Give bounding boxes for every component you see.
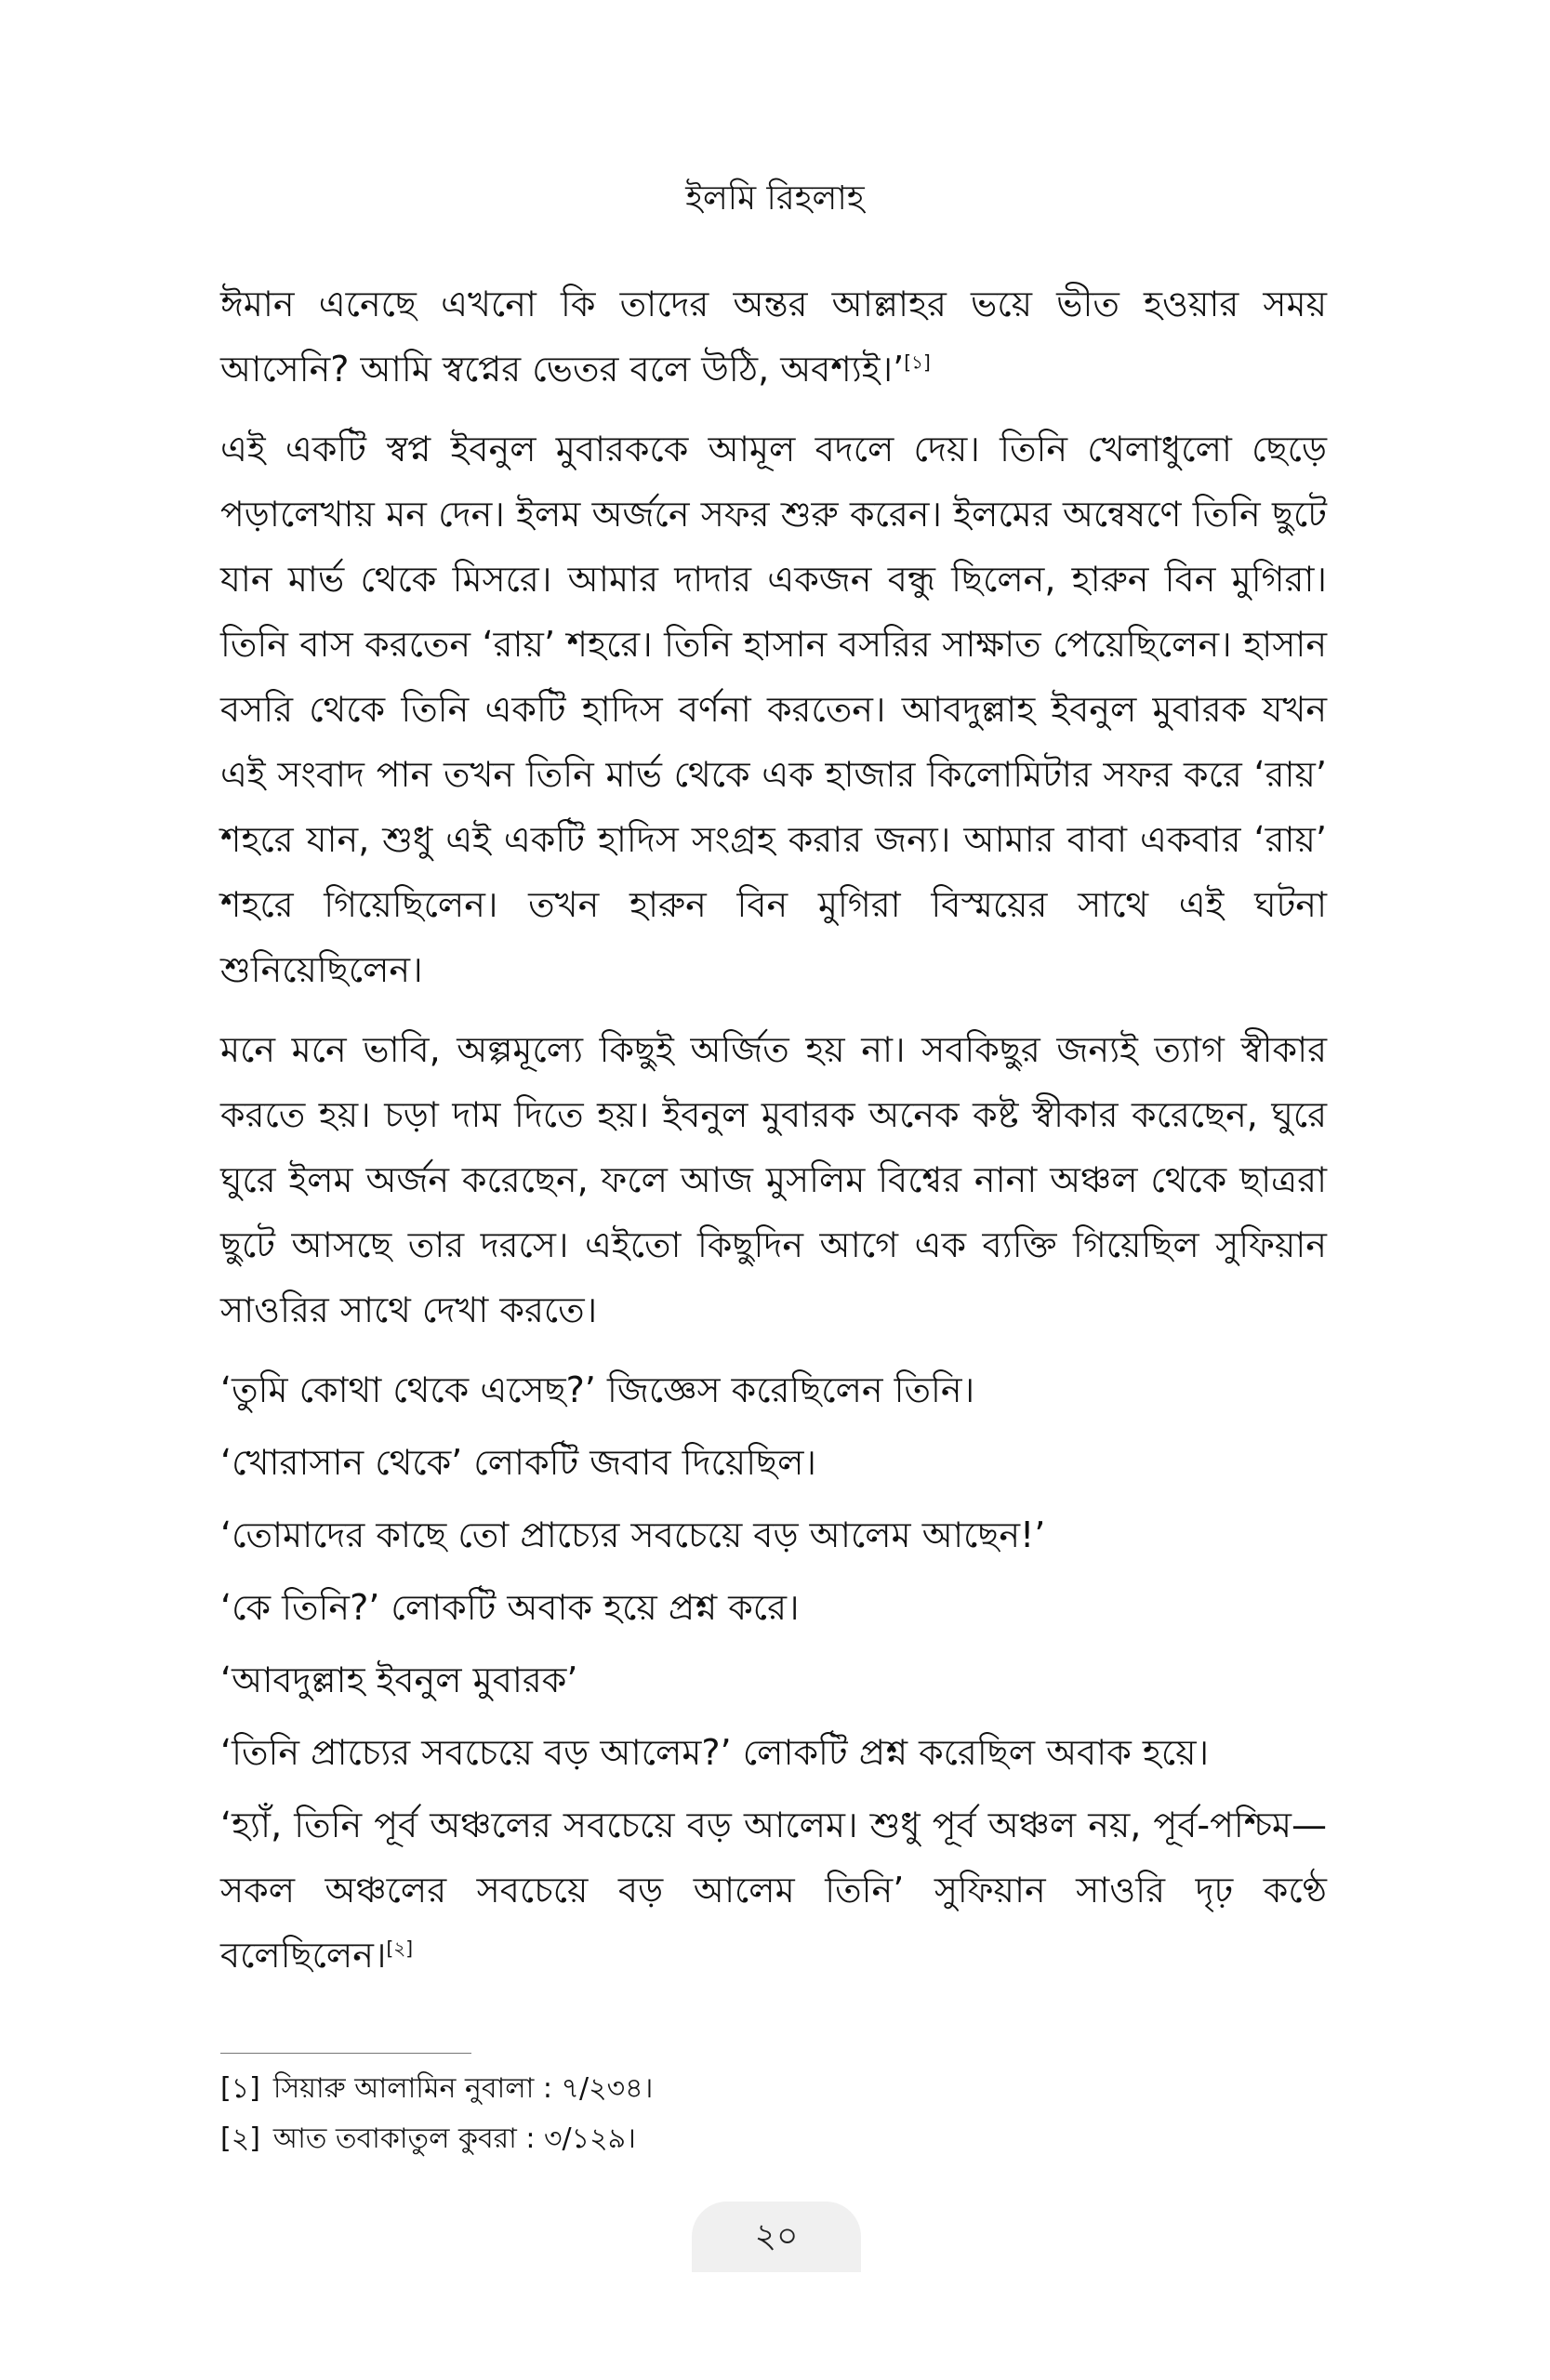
footnote: [220, 2114, 1327, 2164]
footnote-text: সিয়ারু আলামিন নুবালা : ৭/২৩৪।: [272, 2072, 654, 2105]
paragraph: এই একটি স্বপ্ন ইবনুল মুবারককে আমূল বদলে দেয়। তিনি খেলাধুলো ছেড়ে পড়ালেখায় মন দেন। ইলম অর্জনে সফর শুরু করেন। ইলমের অন্বেষণে তিনি ছুটে যান মার্ভ থেকে মিসরে। আমার দাদার একজন বন্ধু ছিলেন, হারুন বিন মুগিরা। তিনি বাস করতেন ‘রায়’ শহরে। তিনি হাসান বসরির সাক্ষাত পেয়েছিলেন। হাসান বসরি থেকে তিনি একটি হাদিস বর্ণনা করতেন। আবদুল্লাহ ইবনুল মুবারক যখন এই সংবাদ পান তখন তিনি মার্ভ থেকে এক হাজার কিলোমিটার সফর করে ‘রায়’ শহরে যান, শুধু এই একটি হাদিস সংগ্রহ করার জন্য। আমার বাবা একবার ‘রায়’ শহরে গিয়েছিলেন। তখন হারুন বিন মুগিরা বিস্ময়ের সাথে এই ঘটনা শুনিয়েছিলেন।: [220, 429, 1327, 990]
paragraph: মনে মনে ভাবি, অল্পমূল্যে কিছুই অর্জিত হয় না। সবকিছুর জন্যই ত্যাগ স্বীকার করতে হয়। চড়া দাম দিতে হয়। ইবনুল মুবারক অনেক কষ্ট স্বীকার করেছেন, ঘুরে ঘুরে ইলম অর্জন করেছেন, ফলে আজ মুসলিম বিশ্বের নানা অঞ্চল থেকে ছাত্ররা ছুটে আসছে তার দরসে। এইতো কিছুদিন আগে এক ব্যক্তি গিয়েছিল সুফিয়ান সাওরির সাথে দেখা করতে।: [220, 1029, 1327, 1330]
footnote-text: আত তবাকাতুল কুবরা : ৩/১২৯।: [272, 2122, 636, 2155]
dialogue-line: ‘আবদুল্লাহ ইবনুল মুবারক’: [220, 1659, 578, 1700]
dialogue-line: ‘তুমি কোথা থেকে এসেছ?’ জিজ্ঞেস করেছিলেন তিনি।: [220, 1369, 975, 1410]
paragraph: [220, 1792, 1327, 1988]
body-text: [220, 271, 1327, 2003]
dialogue-line: ‘তোমাদের কাছে তো প্রাচ্যের সবচেয়ে বড় আলেম আছেন!’: [220, 1514, 1046, 1555]
dialogue-line: ‘খোরাসান থেকে’ লোকটি জবাব দিয়েছিল।: [220, 1442, 816, 1483]
footnote-divider: [220, 2053, 471, 2054]
paragraph-text: ঈমান এনেছে এখনো কি তাদের অন্তর আল্লাহর ভয়ে ভীত হওয়ার সময় আসেনি? আমি স্বপ্নের ভেতর বলে উঠি, অবশ্যই।’: [220, 284, 1327, 390]
footnote-marker: [২]: [220, 2122, 260, 2155]
paragraph: [220, 271, 1327, 402]
footnote-reference[interactable]: [১]: [904, 350, 931, 374]
footnote-marker: [১]: [220, 2072, 260, 2105]
page-number: ২০: [692, 2202, 861, 2272]
footnote-reference[interactable]: [২]: [386, 1937, 414, 1960]
running-header: ইলমি রিহলাহ: [685, 179, 865, 218]
dialogue-line: ‘কে তিনি?’ লোকটি অবাক হয়ে প্রশ্ন করে।: [220, 1587, 800, 1628]
dialogue-line: ‘তিনি প্রাচ্যের সবচেয়ে বড় আলেম?’ লোকটি প্রশ্ন করেছিল অবাক হয়ে।: [220, 1732, 1210, 1773]
paragraph-text: ‘হ্যাঁ, তিনি পূর্ব অঞ্চলের সবচেয়ে বড় আলেম। শুধু পূর্ব অঞ্চল নয়, পূর্ব-পশ্চিম—সকল অঞ্চলের সবচেয়ে বড় আলেম তিনি’ সুফিয়ান সাওরি দৃঢ় কণ্ঠে বলেছিলেন।: [220, 1805, 1327, 1976]
footnotes: [220, 2064, 1327, 2164]
footnote: [220, 2064, 1327, 2114]
